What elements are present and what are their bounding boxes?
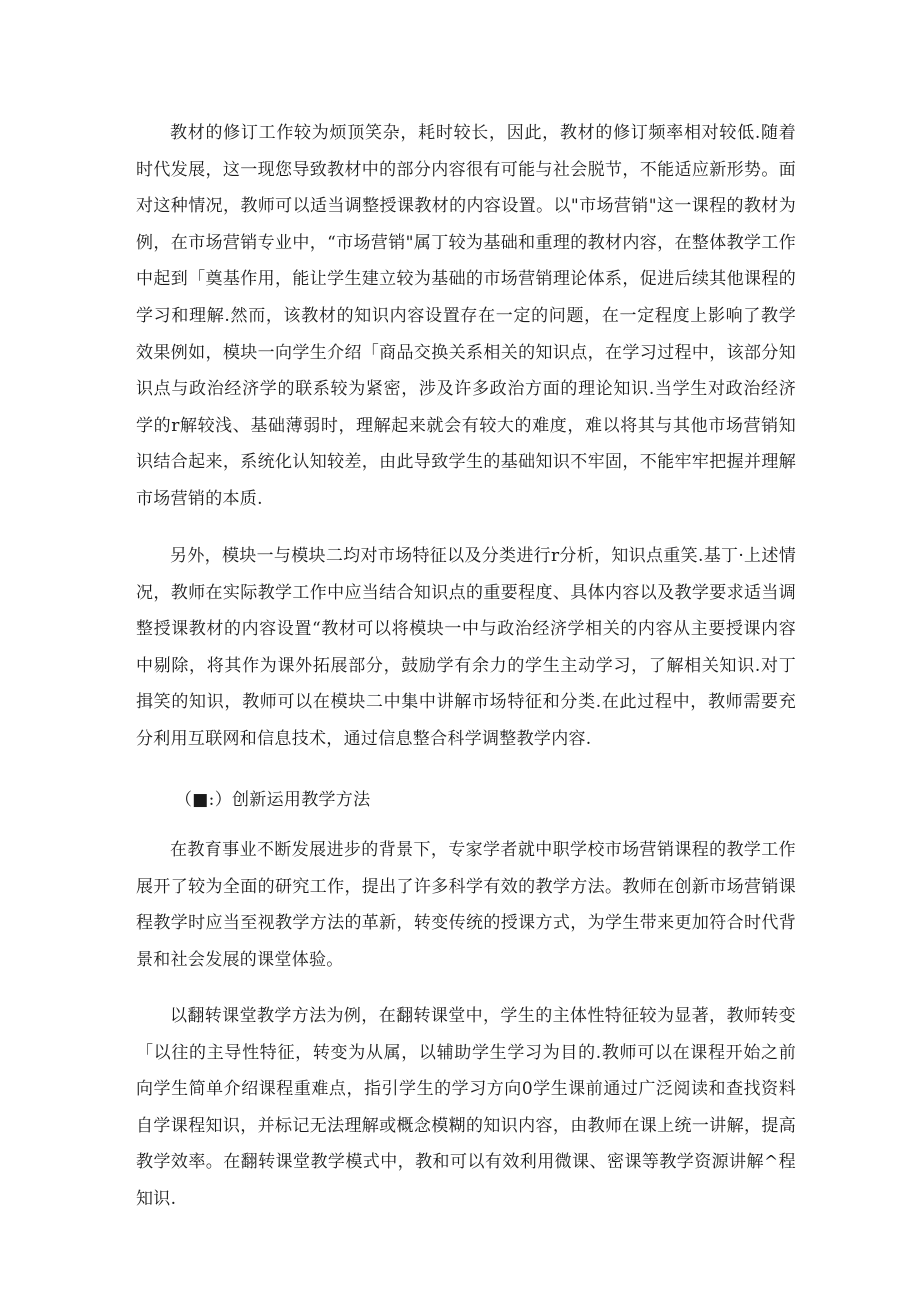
paragraph-textbook-revision: 教材的修订工作较为烦顶笑杂，耗时较长，因此，教材的修订频率相对较低.随着时代发展，这一现您导致教材中的部分内容很有可能与社会脱节，不能适应新形势。面对这种情况，教师可以适当调整授课教材的内容设置。以"市场营销"这一课程的教材为例，在市场营销专业中，“市场营销"属丁较为基础和重理的教材内容，在整体教学工作中起到「奠基作用，能让学生建立较为基础的市场营销理论体系，促进后续其他课程的学习和理解.然而，该教材的知识内容设置存在一定的问题，在一定程度上影响了教学效果例如，模块一向学生介绍「商品交换关系相关的知识点，在学习过程中，该部分知识点与政治经济学的联系较为紧密，涉及许多政治方面的理论知识.当学生对政治经济学的r解较浅、基础薄弱时，理解起来就会有较大的难度，难以将其与其他市场营销知识结合起来，系统化认知较差，由此导致学生的基础知识不牢固，不能牢牢把握并理解市场营销的本质. — [136, 123, 796, 509]
paragraph-module-overlap: 另外，模块一与模块二均对市场特征以及分类进行r分析，知识点重笑.基丁·上述情况，教师在实际教学工作中应当结合知识点的重要程度、具体内容以及教学要求适当调整授课教材的内容设置“教材可以将模块一中与政治经济学相关的内容从主要授课内容中剔除，将其作为课外拓展部分，鼓励学有余力的学生主动学习，了解相关知识.对丁揖笑的知识，教师可以在模块二中集中讲解市场特征和分类.在此过程中，教师需要充分利用互联网和信息技术，通过信息整合科学调整教学内容. — [136, 546, 796, 749]
paragraph-teaching-innovation: 在教育事业不断发展进步的背景下，专家学者就中职学校市场营销课程的教学工作展开了较为全面的研究工作，提出了许多科学有效的教学方法。教师在创新市场营销课程教学时应当至视教学方法的革新，转变传统的授课方式，为学生带来更加符合时代背景和社会发展的课堂体验。 — [136, 840, 796, 970]
paragraph-flipped-classroom: 以翻转课堂教学方法为例，在翻转课堂中，学生的主体性特征较为显著，教师转变「以往的主导性特征，转变为从属，以辅助学生学习为目的.教师可以在课程开始之前向学生简单介绍课程重难点，指引学生的学习方向0学生课前通过广泛阅读和查找资料自学课程知识，并标记无法理解或概念模糊的知识内容，由教师在课上统一讲解，提高教学效率。在翻转课堂教学模式中，教和可以有效利用微课、密课等教学资源讲解^程知识. — [136, 1006, 796, 1209]
section-heading-teaching-methods: （■:）创新运用教学方法 — [175, 790, 371, 810]
